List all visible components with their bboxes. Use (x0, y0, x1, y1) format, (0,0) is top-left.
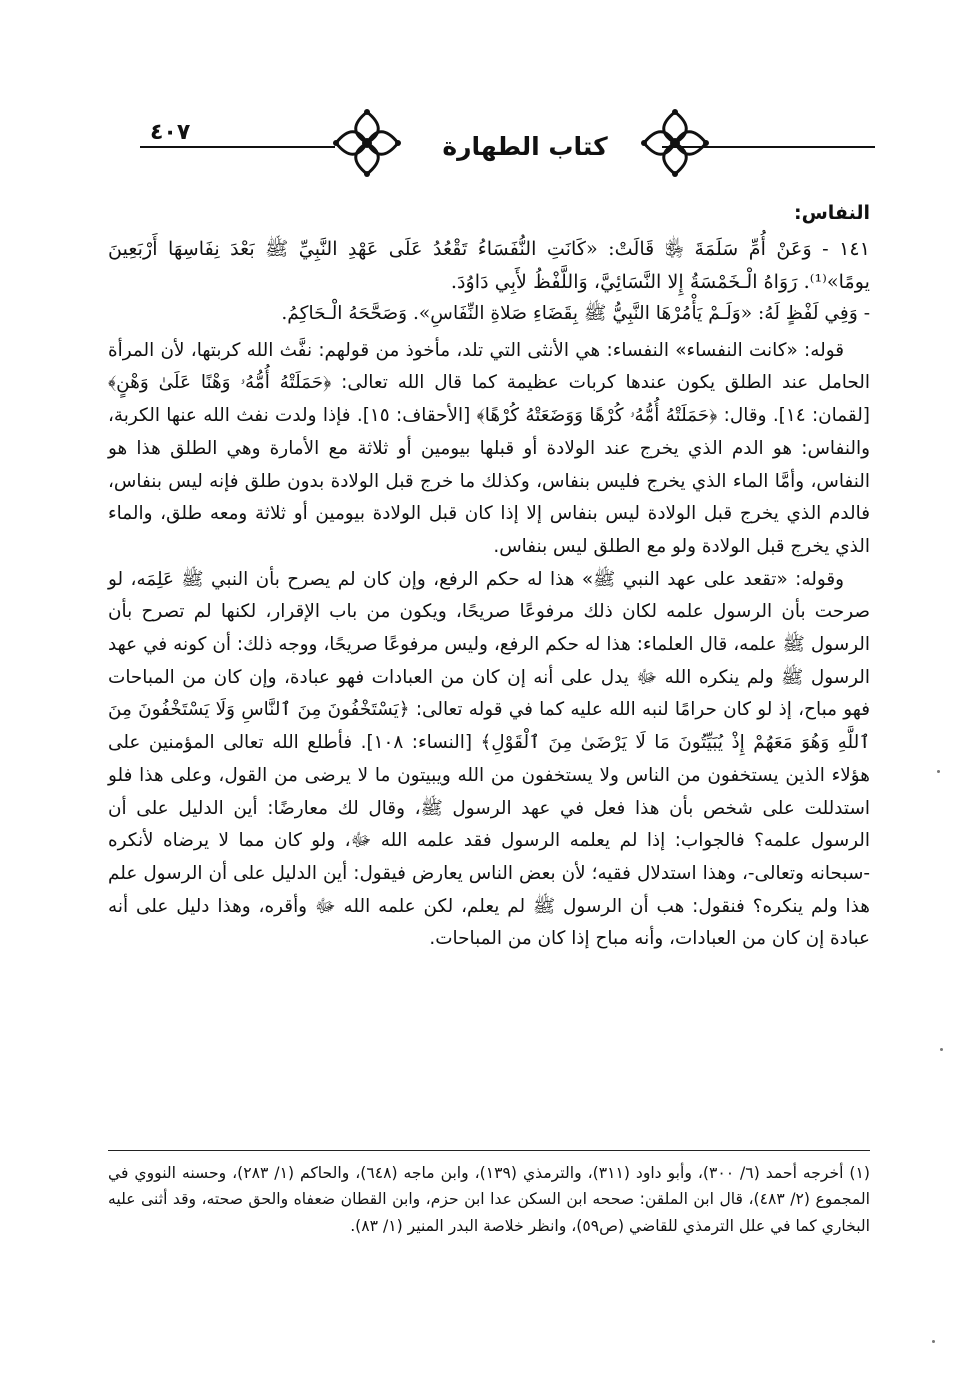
footnote-separator (108, 1150, 870, 1151)
section-heading: النفاس: (793, 202, 870, 224)
variant-note: - وَفِي لَفْظٍ لَهُ: «وَلَـمْ يَأْمُرْهَا النَّبِيُّ ﷺ بِقَضَاءِ صَلاةِ النِّفَاسِ». وَصَحَّحَهُ الْـحَاكِمُ. (281, 303, 870, 324)
hadith-text: ١٤١ - وَعَنْ أُمِّ سَلَمَةَ ﵂ قَالَتْ: «كَانَتِ النُّفَسَاءُ تَقْعُدُ عَلَى عَهْدِ النَّبِيِّ ﷺ بَعْدَ نِفَاسِهَا أَرْبَعِينَ يومًا»⁽¹⁾. رَوَاهُ الْـخَمْسَةُ إِلا النَّسَائِيَّ، وَاللَّفْظُ لأَبِي دَاوُدَ. (108, 237, 870, 293)
header-rule-left (140, 146, 335, 148)
commentary-paragraph-1: قوله: «كانت النفساء» النفساء: هي الأنثى التي تلد، مأخوذ من قولهم: نفَّث الله كربتها، لأن المرأة الحامل عند الطلق يكون عندها كربات عظيمة كما قال الله تعالى: ﴿حَمَلَتْهُ أُمُّهُۥ وَهْنًا عَلَىٰ وَهْنٍ﴾ [لقمان: ١٤]. وقال: ﴿حَمَلَتْهُ أُمُّهُۥ كُرْهًا وَوَضَعَتْهُ كُرْهًا﴾ [الأحقاف: ١٥]. فإذا ولدت نفث الله عنها الكربة، والنفاس: هو الدم الذي يخرج عند الولادة أو قبلها بيومين أو ثلاثة مع الأمارة وهي الطلق هذا هو النفاس، وأمَّا الماء الذي يخرج فليس بنفاس، وكذلك ما خرج قبل الولادة بدون طلق فإنه ليس بنفاس، فالدم الذي يخرج قبل الولادة ليس بنفاس إلا إذا كان قبل الولادة بيومين أو ثلاثة ومعه طلق، والماء الذي يخرج قبل الولادة ولو مع الطلق ليس بنفاس. (108, 339, 870, 557)
page-body (108, 198, 870, 956)
scan-speck (932, 1340, 935, 1343)
scan-speck (940, 1048, 943, 1051)
page-header (140, 108, 875, 188)
footnotes (108, 1160, 870, 1239)
commentary-paragraph-2: وقوله: «تقعد على عهد النبي ﷺ» هذا له حكم الرفع، وإن كان لم يصرح بأن النبي ﷺ عَلِمَه، لو صرحت بأن الرسول علمه لكان ذلك مرفوعًا صريحًا، ويكون من باب الإقرار، لكنها لم تصرح بأن الرسول ﷺ علمه، قال العلماء: هذا له حكم الرفع، وليس مرفوعًا صريحًا، ووجه ذلك: أن كونه في عهد الرسول ﷺ ولم ينكره الله ﷻ يدل على أنه إن كان من العبادات فهو عبادة، وإن كان من المباحات فهو مباح، إذ لو كان حرامًا لنبه الله عليه كما في قوله تعالى: ﴿يَسْتَخْفُونَ مِنَ ٱلنَّاسِ وَلَا يَسْتَخْفُونَ مِنَ ٱللَّهِ وَهُوَ مَعَهُمْ إِذْ يُبَيِّتُونَ مَا لَا يَرْضَىٰ مِنَ ٱلْقَوْلِ﴾ [النساء: ١٠٨]. فأطلع الله تعالى المؤمنين على هؤلاء الذين يستخفون من الناس ولا يستخفون من الله ويبيتون ما لا يرضى من القول، وعلى هذا فلو استدللت على شخص بأن هذا فعل في عهد الرسول ﷺ، وقال لك معارضًا: أين الدليل على أن الرسول علمه؟ فالجواب: إذا لم يعلمه الرسول فقد علمه الله ﷻ، ولو كان مما لا يرضاه لأنكره -سبحانه وتعالى-، وهذا استدلال فقيه؛ لأن بعض الناس يعارض فيقول: أين الدليل على أن الرسول علم هذا ولم ينكره؟ فنقول: هب أن الرسول ﷺ لم يعلم، لكن علمه الله ﷻ وأقره، وهذا دليل على أنه عبادة إن كان من العبادات، وأنه مباح إذا كان من المباحات. (108, 568, 870, 950)
ornament-right-icon (640, 108, 710, 178)
ornament-left-icon (332, 108, 402, 178)
scan-speck (937, 770, 940, 773)
footnote-1: (١) أخرجه أحمد (٦/ ٣٠٠)، وأبو داود (٣١١)، والترمذي (١٣٩)، وابن ماجه (٦٤٨)، والحاكم (١/ ٢٨٣)، وحسنه النووي في المجموع (٢/ ٤٨٣)، قال ابن الملقن: صححه ابن السكن عدا ابن حزم، وابن القطان ضعفاه والحق صحته، وقد أثنى عليه البخاري كما في علل الترمذي للقاضي (ص٥٩)، وانظر خلاصة البدر المنير (١/ ٨٣). (108, 1164, 870, 1235)
page-number: ٤٠٧ (150, 120, 191, 145)
chapter-title: كتاب الطهارة (442, 132, 608, 161)
